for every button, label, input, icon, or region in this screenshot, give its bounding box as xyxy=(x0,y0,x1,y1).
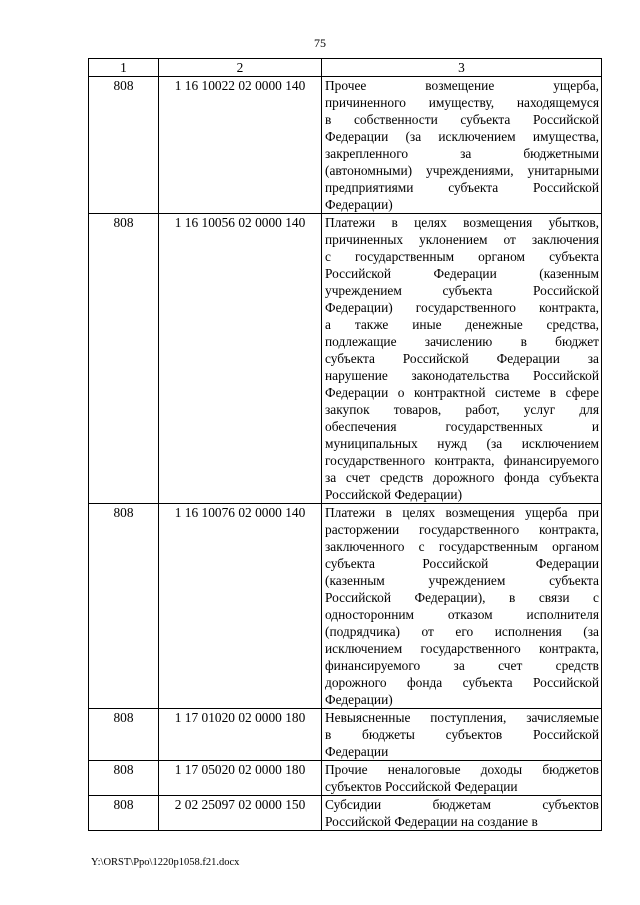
description-line: Федерации) xyxy=(325,692,393,707)
table-row xyxy=(89,77,602,214)
table-row xyxy=(89,709,602,761)
page-number: 75 xyxy=(314,36,326,50)
description-line: в собственности субъекта Российской xyxy=(325,112,599,127)
admin-code-cell: 808 xyxy=(89,77,159,214)
admin-code-cell: 808 xyxy=(89,796,159,831)
description-line: Прочие неналоговые доходы бюджетов xyxy=(325,762,599,777)
description-line: Прочее возмещение ущерба, xyxy=(325,78,599,93)
description-line: дорожного фонда субъекта Российской xyxy=(325,675,599,690)
table-row xyxy=(89,796,602,831)
description-line: Платежи в целях возмещения убытков, xyxy=(325,215,599,230)
description-line: Федерации) государственного контракта, xyxy=(325,300,599,315)
column-header-1: 1 xyxy=(89,59,159,77)
description-line: муниципальных нужд (за исключением xyxy=(325,436,599,451)
description-cell xyxy=(322,761,602,796)
description-line: закупок товаров, работ, услуг для xyxy=(325,402,599,417)
description-line: односторонним отказом исполнителя xyxy=(325,607,599,622)
description-line: причиненного имуществу, находящемуся xyxy=(325,95,599,110)
description-line: Российской Федерации (казенным xyxy=(325,266,599,281)
description-line: Российской Федерации) xyxy=(325,487,463,502)
description-line: субъекта Российской Федерации за xyxy=(325,351,599,366)
description-line: с государственным органом субъекта xyxy=(325,249,599,264)
description-line: субъекта Российской Федерации xyxy=(325,556,599,571)
description-line: подлежащие зачислению в бюджет xyxy=(325,334,599,349)
description-line: финансируемого за счет средств xyxy=(325,658,599,673)
description-cell xyxy=(322,77,602,214)
description-line: нарушение законодательства Российской xyxy=(325,368,599,383)
description-line: субъектов Российской Федерации xyxy=(325,779,518,794)
kbk-code-cell: 2 02 25097 02 0000 150 xyxy=(159,796,322,831)
table-row xyxy=(89,504,602,709)
description-line: причиненных уклонением от заключения xyxy=(325,232,599,247)
description-line: Российской Федерации), в связи с xyxy=(325,590,599,605)
description-line: за счет средств дорожного фонда субъекта xyxy=(325,470,599,485)
description-line: (подрядчика) от его исполнения (за xyxy=(325,624,599,639)
description-line: государственного контракта, финансируемого xyxy=(325,453,599,468)
description-cell xyxy=(322,796,602,831)
description-line: заключенного с государственным органом xyxy=(325,539,599,554)
budget-revenue-table xyxy=(88,58,602,831)
kbk-code-cell: 1 16 10076 02 0000 140 xyxy=(159,504,322,709)
admin-code-cell: 808 xyxy=(89,504,159,709)
description-line: (казенным учреждением субъекта xyxy=(325,573,599,588)
description-cell xyxy=(322,709,602,761)
description-line: исключением государственного контракта, xyxy=(325,641,599,656)
kbk-code-cell: 1 17 01020 02 0000 180 xyxy=(159,709,322,761)
description-line: Невыясненные поступления, зачисляемые xyxy=(325,710,599,725)
description-line: Российской Федерации на создание в xyxy=(325,814,538,829)
admin-code-cell: 808 xyxy=(89,214,159,504)
footer-file-path: Y:\ORST\Ppo\1220p1058.f21.docx xyxy=(91,857,240,868)
kbk-code-cell: 1 16 10022 02 0000 140 xyxy=(159,77,322,214)
description-line: предприятиями субъекта Российской xyxy=(325,180,599,195)
description-cell xyxy=(322,504,602,709)
description-line: обеспечения государственных и xyxy=(325,419,599,434)
description-line: Федерации о контрактной системе в сфере xyxy=(325,385,599,400)
table-row xyxy=(89,214,602,504)
kbk-code-cell: 1 16 10056 02 0000 140 xyxy=(159,214,322,504)
description-line: а также иные денежные средства, xyxy=(325,317,599,332)
description-line: расторжении государственного контракта, xyxy=(325,522,599,537)
column-header-3: 3 xyxy=(322,59,602,77)
description-line: Федерации xyxy=(325,744,389,759)
description-line: Федерации) xyxy=(325,197,393,212)
admin-code-cell: 808 xyxy=(89,709,159,761)
column-header-2: 2 xyxy=(159,59,322,77)
admin-code-cell: 808 xyxy=(89,761,159,796)
description-line: учреждением субъекта Российской xyxy=(325,283,599,298)
table-row xyxy=(89,761,602,796)
description-line: в бюджеты субъектов Российской xyxy=(325,727,599,742)
description-line: Платежи в целях возмещения ущерба при xyxy=(325,505,599,520)
table-header-row xyxy=(89,59,602,77)
description-line: Федерации (за исключением имущества, xyxy=(325,129,599,144)
description-cell xyxy=(322,214,602,504)
kbk-code-cell: 1 17 05020 02 0000 180 xyxy=(159,761,322,796)
description-line: закрепленного за бюджетными xyxy=(325,146,599,161)
description-line: Субсидии бюджетам субъектов xyxy=(325,797,599,812)
description-line: (автономными) учреждениями, унитарными xyxy=(325,163,599,178)
